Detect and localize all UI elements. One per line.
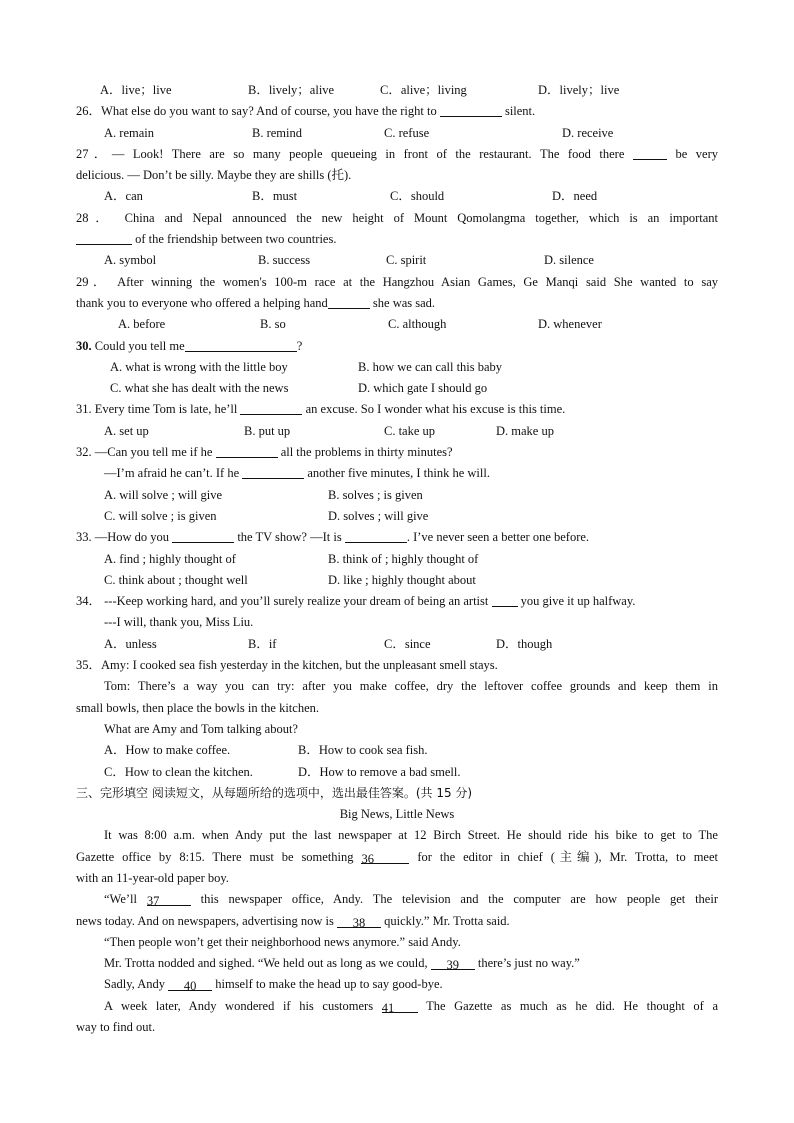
q30-stem: 30. Could you tell me ? <box>76 338 303 353</box>
q30-option-d[interactable]: D. which gate I should go <box>358 381 488 396</box>
q29-option-d[interactable]: D. whenever <box>538 317 602 332</box>
q29-options <box>76 314 718 335</box>
q35-option-c[interactable]: C．How to clean the kitchen. <box>104 764 253 779</box>
q31-option-b[interactable]: B. put up <box>244 423 291 438</box>
q30-blank[interactable] <box>185 337 297 352</box>
q30-option-a[interactable]: A. what is wrong with the little boy <box>110 359 288 374</box>
q27-option-a[interactable]: A．can <box>104 189 143 204</box>
q33-blank-2[interactable] <box>345 528 407 543</box>
passage-p6-line2: way to find out. <box>76 1020 156 1035</box>
q33-option-d[interactable]: D. like ; highly thought about <box>328 572 476 587</box>
q35-option-a[interactable]: A．How to make coffee. <box>104 743 231 758</box>
q32-stem-line1: 32. —Can you tell me if he all the problems in thirty minutes? <box>76 445 453 460</box>
q32-option-c[interactable]: C. will solve ; is given <box>104 508 217 523</box>
q32-option-a[interactable]: A. will solve ; will give <box>104 487 223 502</box>
passage-p6-line1: A week later, Andy wondered if his customers 41 The Gazette as much as he did. He thought of a <box>104 998 718 1015</box>
q26-stem: 26．What else do you want to say? And of course, you have the right to silent. <box>76 104 536 119</box>
q29-option-a[interactable]: A. before <box>118 317 166 332</box>
passage-p1-line1: It was 8:00 a.m. when Andy put the last newspaper at 12 Birch Street. He should ride his bike to get to The <box>104 828 718 843</box>
q32-option-d[interactable]: D. solves ; will give <box>328 508 429 523</box>
passage-p4: Mr. Trotta nodded and sighed. “We held out as long as we could, 39 there’s just no way.” <box>104 956 580 973</box>
passage-p2-line1: “We’ll 37 this newspaper office, Andy. The television and the computer are how people get their <box>104 892 718 909</box>
q35-stem-line1: 35．Amy: I cooked sea fish yesterday in the kitchen, but the unpleasant smell stays. <box>76 658 498 673</box>
q32-options-row1 <box>76 485 718 506</box>
q27-stem-line2: delicious. — Don’t be silly. Maybe they are shills (托). <box>76 168 352 183</box>
q32-stem-line2: —I’m afraid he can’t. If he another five minutes, I think he will. <box>104 466 490 481</box>
q25-option-c[interactable]: C．alive；living <box>380 83 467 97</box>
q28-option-a[interactable]: A. symbol <box>104 253 157 268</box>
q28-options <box>76 250 718 271</box>
q31-option-d[interactable]: D. make up <box>496 423 554 438</box>
q25-option-a[interactable]: A．live；live <box>100 83 172 97</box>
q32-blank-2[interactable] <box>242 464 304 479</box>
q30-options-row2 <box>76 378 718 399</box>
q25-options <box>76 80 718 101</box>
q33-option-c[interactable]: C. think about ; thought well <box>104 572 248 587</box>
q32-blank-1[interactable] <box>216 443 278 458</box>
q27-options <box>76 186 718 207</box>
q31-option-a[interactable]: A. set up <box>104 423 149 438</box>
q34-stem-line2: ---I will, thank you, Miss Liu. <box>104 615 254 630</box>
q29-stem-line1: 29． After winning the women's 100-m race at the Hangzhou Asian Games, Ge Manqi said She wanted to say <box>76 274 718 289</box>
q27-option-c[interactable]: C．should <box>390 189 445 204</box>
q35-question: What are Amy and Tom talking about? <box>104 721 298 736</box>
q35-option-b[interactable]: B．How to cook sea fish. <box>298 743 428 758</box>
q25-option-d[interactable]: D．lively；live <box>538 83 620 97</box>
blank-38[interactable]: 38 <box>337 913 381 928</box>
q35-options-row2 <box>76 762 718 783</box>
q29-option-c[interactable]: C. although <box>388 317 447 332</box>
passage-p1-line3: with an 11-year-old paper boy. <box>76 870 229 885</box>
q27-stem-line1: 27．— Look! There are so many people queueing in front of the restaurant. The food there be very <box>76 146 718 161</box>
q35-options-row1 <box>76 740 718 761</box>
q28-stem-line1: 28． China and Nepal announced the new height of Mount Qomolangma together, which is an important <box>76 210 718 225</box>
q34-option-b[interactable]: B．if <box>248 636 277 651</box>
q28-option-b[interactable]: B. success <box>258 253 311 268</box>
q30-options-row1 <box>76 357 718 378</box>
q29-option-b[interactable]: B. so <box>260 317 286 332</box>
q34-option-c[interactable]: C．since <box>384 636 431 651</box>
q26-option-d[interactable]: D. receive <box>562 125 614 140</box>
q26-blank[interactable] <box>440 102 502 117</box>
q33-option-b[interactable]: B. think of ; highly thought of <box>328 551 479 566</box>
blank-36[interactable]: 36 <box>361 849 409 864</box>
q33-stem: 33. —How do you the TV show? —It is . I’ve never seen a better one before. <box>76 530 590 545</box>
passage-p2-line2: news today. And on newspapers, advertising now is 38 quickly.” Mr. Trotta said. <box>76 913 510 930</box>
passage-p1-line2: Gazette office by 8:15. There must be something 36 for the editor in chief (主编), Mr. Trotta, to meet <box>76 849 718 866</box>
q26-option-c[interactable]: C. refuse <box>384 125 430 140</box>
q30-option-c[interactable]: C. what she has dealt with the news <box>110 381 289 396</box>
q33-options-row2 <box>76 570 718 591</box>
q26-option-a[interactable]: A. remain <box>104 125 154 140</box>
q28-blank[interactable] <box>76 230 132 245</box>
passage-p5: Sadly, Andy 40 himself to make the head up to say good-bye. <box>104 977 443 994</box>
q33-option-a[interactable]: A. find ; highly thought of <box>104 551 236 566</box>
q31-options <box>76 421 718 442</box>
q34-option-d[interactable]: D．though <box>496 636 553 651</box>
q34-stem-line1: 34． ---Keep working hard, and you’ll surely realize your dream of being an artist you give it up halfway. <box>76 594 636 609</box>
q29-stem-line2: thank you to everyone who offered a helping hand she was sad. <box>76 295 436 310</box>
q34-blank[interactable] <box>492 592 518 607</box>
q26-option-b[interactable]: B. remind <box>252 125 302 140</box>
blank-40[interactable]: 40 <box>168 976 212 991</box>
q31-blank[interactable] <box>240 400 302 415</box>
q32-option-b[interactable]: B. solves ; is given <box>328 487 423 502</box>
passage-title: Big News, Little News <box>339 807 455 822</box>
q34-option-a[interactable]: A．unless <box>104 636 157 651</box>
q27-option-d[interactable]: D．need <box>552 189 598 204</box>
q27-blank[interactable] <box>633 145 667 160</box>
q33-blank-1[interactable] <box>172 528 234 543</box>
blank-37[interactable]: 37 <box>147 891 191 906</box>
q27-option-b[interactable]: B．must <box>252 189 298 204</box>
q32-options-row2 <box>76 506 718 527</box>
q31-stem: 31. Every time Tom is late, he’ll an excuse. So I wonder what his excuse is this time. <box>76 402 566 417</box>
q35-option-d[interactable]: D．How to remove a bad smell. <box>298 764 461 779</box>
q35-stem-line3: small bowls, then place the bowls in the kitchen. <box>76 700 320 715</box>
q35-stem-line2: Tom: There’s a way you can try: after you make coffee, dry the leftover coffee grounds and keep them in <box>104 679 718 694</box>
q28-stem-line2: of the friendship between two countries. <box>76 229 718 250</box>
blank-41[interactable]: 41 <box>382 998 418 1013</box>
q28-option-d[interactable]: D. silence <box>544 253 594 268</box>
q25-option-b[interactable]: B．lively；alive <box>248 83 335 97</box>
q26-options <box>76 123 718 144</box>
q33-options-row1 <box>76 549 718 570</box>
q28-option-c[interactable]: C. spirit <box>386 253 427 268</box>
q31-option-c[interactable]: C. take up <box>384 423 436 438</box>
section3-heading: 三、完形填空 阅读短文，从每题所给的选项中，选出最佳答案。(共 15 分) <box>76 785 473 800</box>
exam-page <box>76 80 718 1038</box>
q30-option-b[interactable]: B. how we can call this baby <box>358 359 503 374</box>
q29-blank[interactable] <box>328 294 370 309</box>
q34-options <box>76 634 718 655</box>
blank-39[interactable]: 39 <box>431 955 475 970</box>
passage-p3: “Then people won’t get their neighborhood news anymore.” said Andy. <box>104 934 461 949</box>
